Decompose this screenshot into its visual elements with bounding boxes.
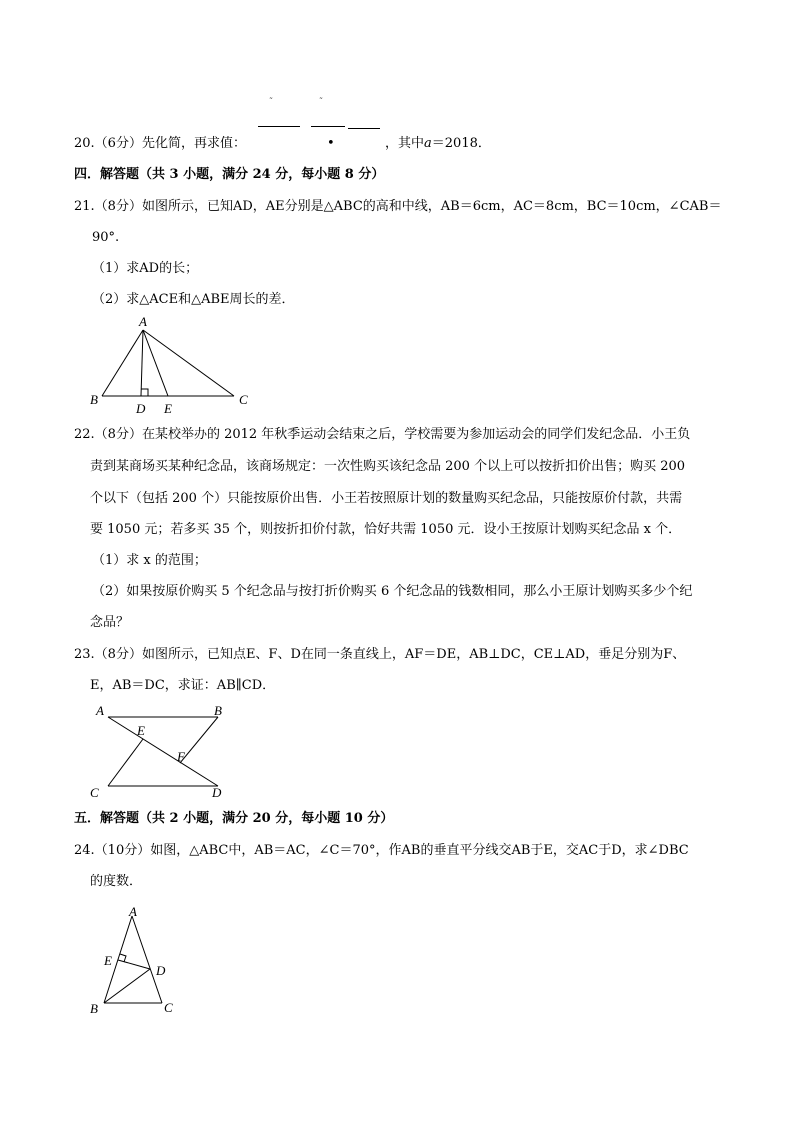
label-D: D [136,401,146,416]
label-B: B [214,703,222,718]
q22-part2a: （2）如果按原价购买 5 个纪念品与按打折价购买 6 个纪念品的钱数相同，那么小王原计划购买多少个纪 [92,584,693,599]
label-C: C [164,1000,173,1015]
q22-part1: （1）求 x 的范围； [92,553,207,568]
q24-isosceles-figure [86,902,196,1022]
q20-text-before: 20.（6分）先化简，再求值： [74,136,246,151]
q22-line1: 22.（8分）在某校举办的 2012 年秋季运动会结束之后，学校需要为参加运动会的同学们发纪念品．小王负 [74,427,691,442]
label-F: F [177,749,185,764]
q21-line2: 90°. [92,230,120,245]
label-A: A [129,904,137,919]
fraction-bar-1 [258,126,300,127]
q21-part2: （2）求△ACE和△ABE周长的差． [92,292,295,307]
label-E: E [104,953,112,968]
q23-line1: 23.（8分）如图所示，已知点E、F、D在同一条直线上，AF＝DE，AB⊥DC，CE⊥AD，垂足分别为F、 [74,647,686,662]
label-C: C [239,392,248,407]
label-C: C [90,785,99,800]
q23-parallel-figure [86,700,246,802]
tilde-mark-2: ˜ [319,97,323,106]
q22-line3: 个以下（包括 200 个）只能按原价出售．小王若按照原计划的数量购买纪念品，只能按原价付款，共需 [90,491,683,506]
q22-part2b: 念品？ [90,615,130,630]
fraction-bar-3 [348,128,380,129]
section-4-title: 四．解答题（共 3 小题，满分 24 分，每小题 8 分） [74,167,385,182]
section-5-title: 五．解答题（共 2 小题，满分 20 分，每小题 10 分） [74,811,394,826]
q23-line2: E，AB＝DC，求证：AB∥CD． [90,678,276,693]
label-E: E [164,401,172,416]
label-A: A [96,703,104,718]
q21-line1: 21.（8分）如图所示，已知AD，AE分别是△ABC的高和中线，AB＝6cm，AC＝8cm，BC＝10cm，∠CAB＝ [74,199,722,214]
q24-line1: 24.（10分）如图，△ABC中，AB＝AC，∠C＝70°，作AB的垂直平分线交AB于E，交AC于D，求∠DBC [74,843,689,858]
q22-line4: 要 1050 元；若多买 35 个，则按折扣价付款，恰好共需 1050 元．设小王按原计划购买纪念品 x 个． [90,522,682,537]
label-D: D [212,785,222,800]
q22-line2: 责到某商场买某种纪念品，该商场规定：一次性购买该纪念品 200 个以上可以按折扣价出售；购买 200 [90,459,686,474]
fraction-bar-2 [311,126,345,127]
label-A: A [139,314,147,329]
q20-line [74,135,246,153]
label-D: D [156,963,166,978]
q20-dot: • [327,136,335,151]
q20-text-after: ，其中a＝2018． [385,136,491,151]
label-B: B [90,1001,98,1016]
q21-triangle-figure [84,312,264,418]
label-E: E [137,723,145,738]
label-B: B [90,392,98,407]
q24-line2: 的度数． [90,874,143,889]
q21-part1: （1）求AD的长； [92,261,199,276]
tilde-mark-1: ˜ [269,97,273,106]
